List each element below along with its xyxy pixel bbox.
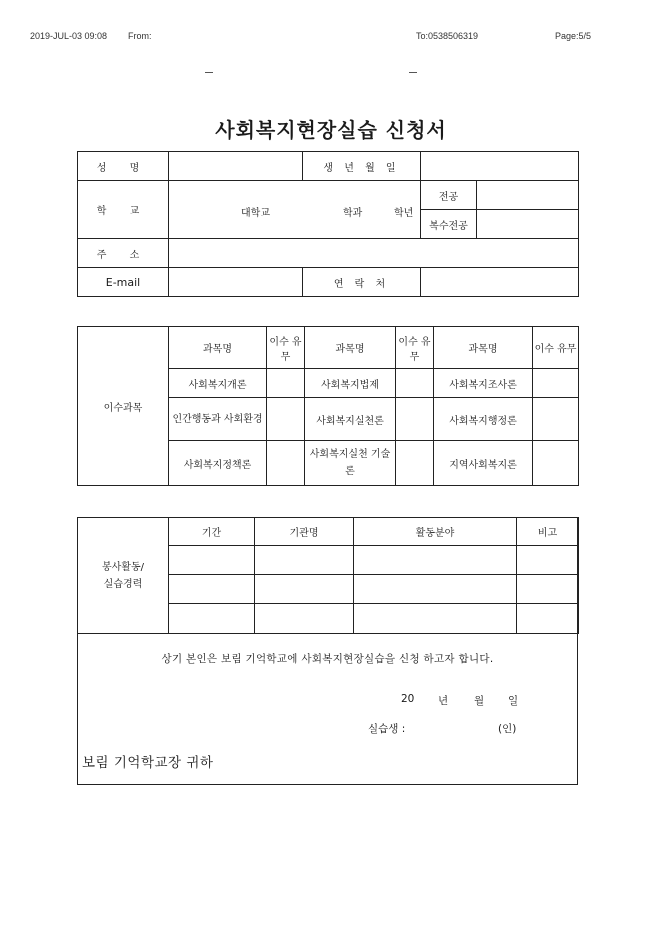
course-name: 사회복지법제 [305, 369, 396, 398]
school-label: 학 교 [78, 181, 169, 239]
date-day: 일 [508, 695, 519, 707]
date-year: 년 [438, 695, 449, 707]
course-header: 과목명 [434, 327, 533, 369]
fax-to: To:0538506319 [416, 31, 479, 41]
period-field[interactable] [169, 575, 255, 604]
remarks-field[interactable] [517, 575, 579, 604]
scan-mark [205, 72, 213, 73]
remarks-field[interactable] [517, 546, 579, 575]
course-name: 인간행동과 사회환경 [169, 398, 267, 441]
course-completed-field[interactable] [267, 398, 305, 441]
course-header: 과목명 [305, 327, 396, 369]
period-header: 기간 [169, 518, 255, 546]
date-year-prefix: 20 [401, 693, 415, 705]
course-name: 사회복지정책론 [169, 441, 267, 486]
course-name: 사회복지행정론 [434, 398, 533, 441]
addressee: 보림 기억학교장 귀하 [82, 755, 214, 771]
year-text: 학년 [394, 208, 414, 219]
remarks-field[interactable] [517, 604, 579, 634]
date-month: 월 [474, 695, 485, 707]
course-completed-field[interactable] [267, 441, 305, 486]
activity-field[interactable] [354, 546, 517, 575]
contact-label: 연 락 처 [303, 268, 421, 297]
experience-section-label: 봉사활동/ 실습경력 [78, 518, 169, 634]
birth-field[interactable] [421, 152, 579, 181]
course-header: 과목명 [169, 327, 267, 369]
course-name: 사회복지개론 [169, 369, 267, 398]
fax-timestamp: 2019-JUL-03 09:08 [30, 31, 108, 41]
course-completed-field[interactable] [396, 398, 434, 441]
double-major-field[interactable] [477, 210, 579, 239]
contact-field[interactable] [421, 268, 579, 297]
courses-table [77, 326, 579, 486]
department-text: 학과 [343, 208, 363, 219]
completed-header: 이수 유무 [267, 327, 305, 369]
institution-field[interactable] [255, 575, 354, 604]
address-label: 주 소 [78, 239, 169, 268]
page-title: 사회복지현장실습 신청서 [215, 118, 447, 142]
courses-section-label: 이수과목 [78, 327, 169, 486]
completed-header: 이수 유무 [533, 327, 579, 369]
course-name: 사회복지실천론 [305, 398, 396, 441]
period-field[interactable] [169, 604, 255, 634]
address-field[interactable] [169, 239, 579, 268]
activity-field[interactable] [354, 604, 517, 634]
course-completed-field[interactable] [533, 441, 579, 486]
declaration-text: 상기 본인은 보림 기억학교에 사회복지현장실습을 신청 하고자 합니다. [161, 653, 494, 665]
course-name: 사회복지조사론 [434, 369, 533, 398]
applicant-table [77, 151, 579, 297]
email-field[interactable] [169, 268, 303, 297]
course-completed-field[interactable] [396, 441, 434, 486]
course-completed-field[interactable] [396, 369, 434, 398]
signature-label: 실습생 : [368, 723, 406, 735]
school-field[interactable] [169, 181, 421, 239]
completed-header: 이수 유무 [396, 327, 434, 369]
major-field[interactable] [477, 181, 579, 210]
activity-header: 활동분야 [354, 518, 517, 546]
name-field[interactable] [169, 152, 303, 181]
birth-label: 생 년 월 일 [303, 152, 421, 181]
experience-table [77, 517, 579, 634]
institution-header: 기관명 [255, 518, 354, 546]
remarks-header: 비고 [517, 518, 579, 546]
course-completed-field[interactable] [533, 398, 579, 441]
university-text: 대학교 [241, 208, 270, 219]
institution-field[interactable] [255, 604, 354, 634]
email-label: E-mail [78, 268, 169, 297]
name-label: 성 명 [78, 152, 169, 181]
activity-field[interactable] [354, 575, 517, 604]
signature-seal: (인) [498, 723, 517, 735]
course-name: 사회복지실천 기술론 [305, 441, 396, 486]
course-name: 지역사회복지론 [434, 441, 533, 486]
fax-page: Page:5/5 [555, 31, 592, 41]
major-label: 전공 [421, 181, 477, 210]
scan-mark [409, 72, 417, 73]
institution-field[interactable] [255, 546, 354, 575]
period-field[interactable] [169, 546, 255, 575]
fax-from: From: [128, 31, 152, 41]
course-completed-field[interactable] [267, 369, 305, 398]
course-completed-field[interactable] [533, 369, 579, 398]
double-major-label: 복수전공 [421, 210, 477, 239]
